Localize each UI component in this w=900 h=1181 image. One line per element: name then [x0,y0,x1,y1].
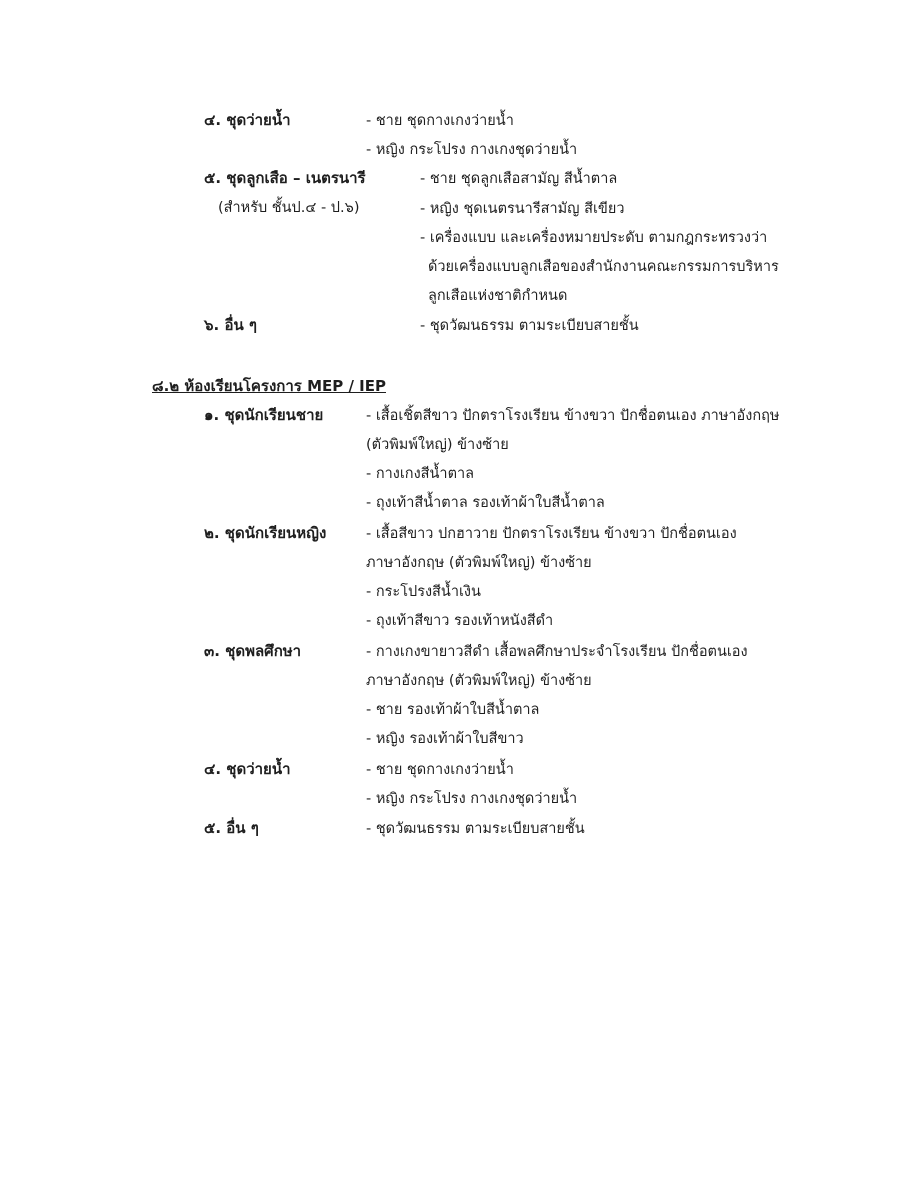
item-label-swimwear: ๔. ชุดว่ายน้ำ [204,760,291,778]
item-label-other: ๕. อื่น ๆ [204,819,259,837]
item-line: ภาษาอังกฤษ (ตัวพิมพ์ใหญ่) ข้างซ้าย [366,673,592,689]
item-line: - หญิง รองเท้าผ้าใบสีขาว [366,731,524,747]
item-sublabel: (สำหรับ ชั้นป.๔ - ป.๖) [218,200,360,216]
item-line: - หญิง กระโปรง กางเกงชุดว่ายน้ำ [366,142,578,158]
item-line: - เสื้อสีขาว ปกฮาวาย ปักตราโรงเรียน ข้างขวา ปักชื่อตนเอง [366,526,737,542]
item-line: - ถุงเท้าสีขาว รองเท้าหนังสีดำ [366,613,554,629]
item-line: (ตัวพิมพ์ใหญ่) ข้างซ้าย [366,437,509,453]
item-label-girl-uniform: ๒. ชุดนักเรียนหญิง [204,524,327,542]
item-line: ภาษาอังกฤษ (ตัวพิมพ์ใหญ่) ข้างซ้าย [366,555,592,571]
section-heading: ๘.๒ ห้องเรียนโครงการ MEP / IEP [152,377,386,395]
item-line: - ชาย รองเท้าผ้าใบสีน้ำตาล [366,702,540,718]
item-line: - กางเกงสีน้ำตาล [366,466,475,482]
item-line: - ชุดวัฒนธรรม ตามระเบียบสายชั้น [366,821,585,837]
item-line: - ชุดวัฒนธรรม ตามระเบียบสายชั้น [420,318,639,334]
item-line: - กระโปรงสีน้ำเงิน [366,584,481,600]
item-line: - ชาย ชุดกางเกงว่ายน้ำ [366,762,514,778]
item-line: - กางเกงขายาวสีดำ เสื้อพลศึกษาประจำโรงเรียน ปักชื่อตนเอง [366,644,748,660]
item-line: - ชาย ชุดกางเกงว่ายน้ำ [366,113,514,129]
item-line: - หญิง กระโปรง กางเกงชุดว่ายน้ำ [366,791,578,807]
item-line: - ชาย ชุดลูกเสือสามัญ สีน้ำตาล [420,171,618,187]
item-line: - เสื้อเชิ้ตสีขาว ปักตราโรงเรียน ข้างขวา ปักชื่อตนเอง ภาษาอังกฤษ [366,408,780,424]
item-line: - ถุงเท้าสีน้ำตาล รองเท้าผ้าใบสีน้ำตาล [366,495,605,511]
item-line: ด้วยเครื่องแบบลูกเสือของสำนักงานคณะกรรมการบริหาร [428,259,779,275]
item-line: - เครื่องแบบ และเครื่องหมายประดับ ตามกฎกระทรวงว่า [420,230,768,246]
item-line: ลูกเสือแห่งชาติกำหนด [428,288,568,304]
item-label-scout: ๕. ชุดลูกเสือ – เนตรนารี [204,169,366,187]
item-label-swimwear: ๔. ชุดว่ายน้ำ [204,111,291,129]
item-line: - หญิง ชุดเนตรนารีสามัญ สีเขียว [420,201,625,217]
item-label-boy-uniform: ๑. ชุดนักเรียนชาย [204,406,324,424]
item-label-other: ๖. อื่น ๆ [204,316,257,334]
item-label-pe-uniform: ๓. ชุดพลศึกษา [204,642,302,660]
